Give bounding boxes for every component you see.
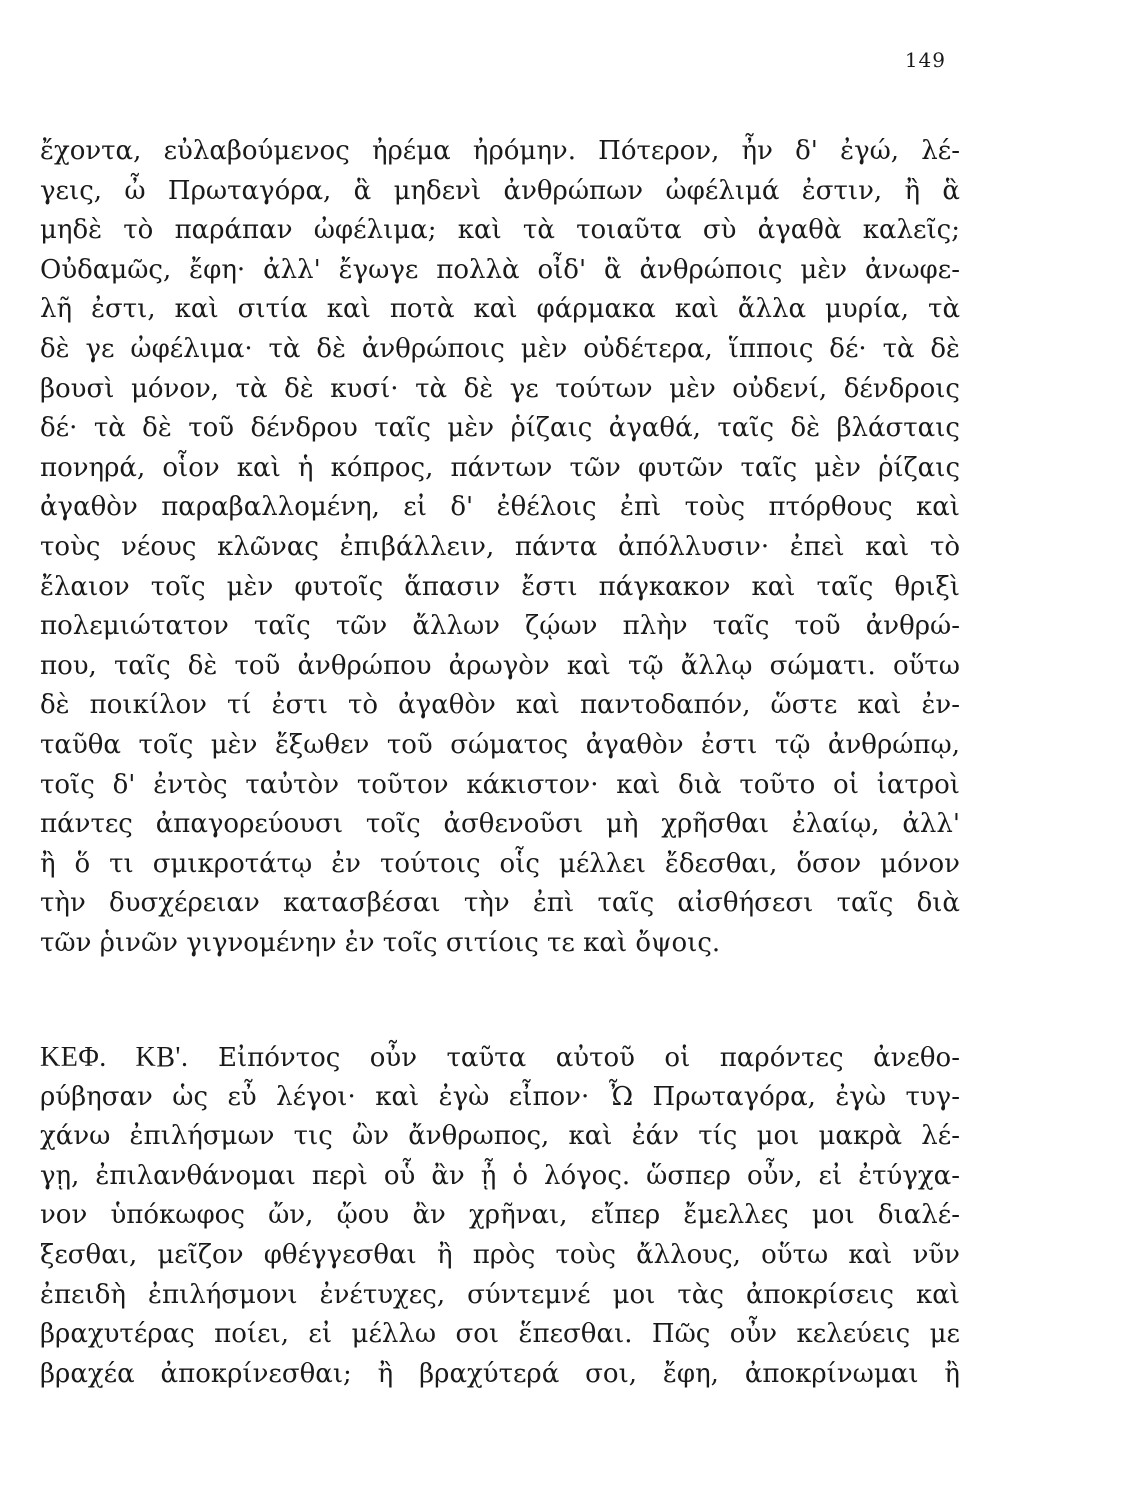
text-line: βραχέα ἀποκρίνεσθαι; ἢ βραχύτερά σοι, ἔφη, ἀποκρίνωμαι ἢ <box>40 1358 960 1389</box>
text-line: τῶν ῥινῶν γιγνομένην ἐν τοῖς σιτίοις τε καὶ ὄψοις. <box>40 927 721 958</box>
text-line: που, ταῖς δὲ τοῦ ἀνθρώπου ἀρωγὸν καὶ τῷ ἄλλῳ σώματι. οὕτω <box>40 650 960 681</box>
text-line: Οὐδαμῶς, ἔφη· ἀλλ' ἔγωγε πολλὰ οἶδ' ἃ ἀνθρώποις μὲν ἀνωφε- <box>40 254 960 285</box>
text-line: νον ὑπόκωφος ὤν, ᾤου ἂν χρῆναι, εἴπερ ἔμελλες μοι διαλέ- <box>40 1200 960 1231</box>
text-line: ἀγαθὸν παραβαλλομένη, εἰ δ' ἐθέλοις ἐπὶ τοὺς πτόρθους καὶ <box>40 492 960 523</box>
text-line: λῆ ἐστι, καὶ σιτία καὶ ποτὰ καὶ φάρμακα καὶ ἄλλα μυρία, τὰ <box>40 294 960 325</box>
text-line: πολεμιώτατον ταῖς τῶν ἄλλων ζῴων πλὴν ταῖς τοῦ ἀνθρώ- <box>40 611 960 642</box>
text-line: ἐπειδὴ ἐπιλήσμονι ἐνέτυχες, σύντεμνέ μοι τὰς ἀποκρίσεις καὶ <box>40 1279 960 1310</box>
text-line: τοὺς νέους κλῶνας ἐπιβάλλειν, πάντα ἀπόλλυσιν· ἐπεὶ καὶ τὸ <box>40 531 960 562</box>
paragraph-1 <box>40 132 960 963</box>
text-line: μηδὲ τὸ παράπαν ὠφέλιμα; καὶ τὰ τοιαῦτα σὺ ἀγαθὰ καλεῖς; <box>40 215 960 246</box>
text-line <box>40 1038 960 1078</box>
text-line: πάντες ἀπαγορεύουσι τοῖς ἀσθενοῦσι μὴ χρῆσθαι ἐλαίῳ, ἀλλ' <box>40 809 960 840</box>
text-line: ἔχοντα, εὐλαβούμενος ἠρέμα ἠρόμην. Πότερον, ἦν δ' ἐγώ, λέ- <box>40 136 960 166</box>
text-line: βραχυτέρας ποίει, εἰ μέλλω σοι ἕπεσθαι. Πῶς οὖν κελεύεις με <box>40 1319 960 1350</box>
text-line: δὲ ποικίλον τί ἐστι τὸ ἀγαθὸν καὶ παντοδαπόν, ὥστε καὶ ἐν- <box>40 690 960 721</box>
text-line: ἢ ὅ τι σμικροτάτῳ ἐν τούτοις οἷς μέλλει ἔδεσθαι, ὅσον μόνον <box>40 848 960 879</box>
text-line: τοῖς δ' ἐντὸς ταὐτὸν τοῦτον κάκιστον· καὶ διὰ τοῦτο οἱ ἰατροὶ <box>40 769 960 800</box>
chapter-heading: ΚΕΦ. ΚΒ'. <box>40 1042 189 1073</box>
text-line: τὴν δυσχέρειαν κατασβέσαι τὴν ἐπὶ ταῖς αἰσθήσεσι ταῖς διὰ <box>40 888 960 919</box>
text-line-rest: Εἰπόντος οὖν ταῦτα αὐτοῦ οἱ παρόντες ἀνεθο- <box>217 1043 960 1073</box>
text-line: δὲ γε ὠφέλιμα· τὰ δὲ ἀνθρώποις μὲν οὐδέτερα, ἵπποις δέ· τὰ δὲ <box>40 333 960 364</box>
paragraph-2 <box>40 1038 960 1394</box>
text-line: πονηρά, οἷον καὶ ἡ κόπρος, πάντων τῶν φυτῶν ταῖς μὲν ῥίζαις <box>40 452 960 483</box>
text-line: γεις, ὦ Πρωταγόρα, ἃ μηδενὶ ἀνθρώπων ὠφέλιμά ἐστιν, ἢ ἃ <box>40 175 960 206</box>
page-number: 149 <box>904 48 946 72</box>
text-line: ξεσθαι, μεῖζον φθέγγεσθαι ἢ πρὸς τοὺς ἄλλους, οὕτω καὶ νῦν <box>40 1239 960 1270</box>
text-line: βουσὶ μόνον, τὰ δὲ κυσί· τὰ δὲ γε τούτων μὲν οὐδενί, δένδροις <box>40 373 960 404</box>
text-line: δέ· τὰ δὲ τοῦ δένδρου ταῖς μὲν ῥίζαις ἀγαθά, ταῖς δὲ βλάσταις <box>40 413 960 444</box>
text-line: ἔλαιον τοῖς μὲν φυτοῖς ἅπασιν ἔστι πάγκακον καὶ ταῖς θριξὶ <box>40 571 960 602</box>
text-line: γῃ, ἐπιλανθάνομαι περὶ οὗ ἂν ᾖ ὁ λόγος. ὥσπερ οὖν, εἰ ἐτύγχα- <box>40 1160 960 1191</box>
text-line: ταῦθα τοῖς μὲν ἔξωθεν τοῦ σώματος ἀγαθὸν ἐστι τῷ ἀνθρώπῳ, <box>40 729 960 760</box>
text-line: ρύβησαν ὡς εὖ λέγοι· καὶ ἐγὼ εἶπον· Ὦ Πρωταγόρα, ἐγὼ τυγ- <box>40 1081 960 1112</box>
text-line: χάνω ἐπιλήσμων τις ὢν ἄνθρωπος, καὶ ἐάν τίς μοι μακρὰ λέ- <box>40 1121 960 1152</box>
